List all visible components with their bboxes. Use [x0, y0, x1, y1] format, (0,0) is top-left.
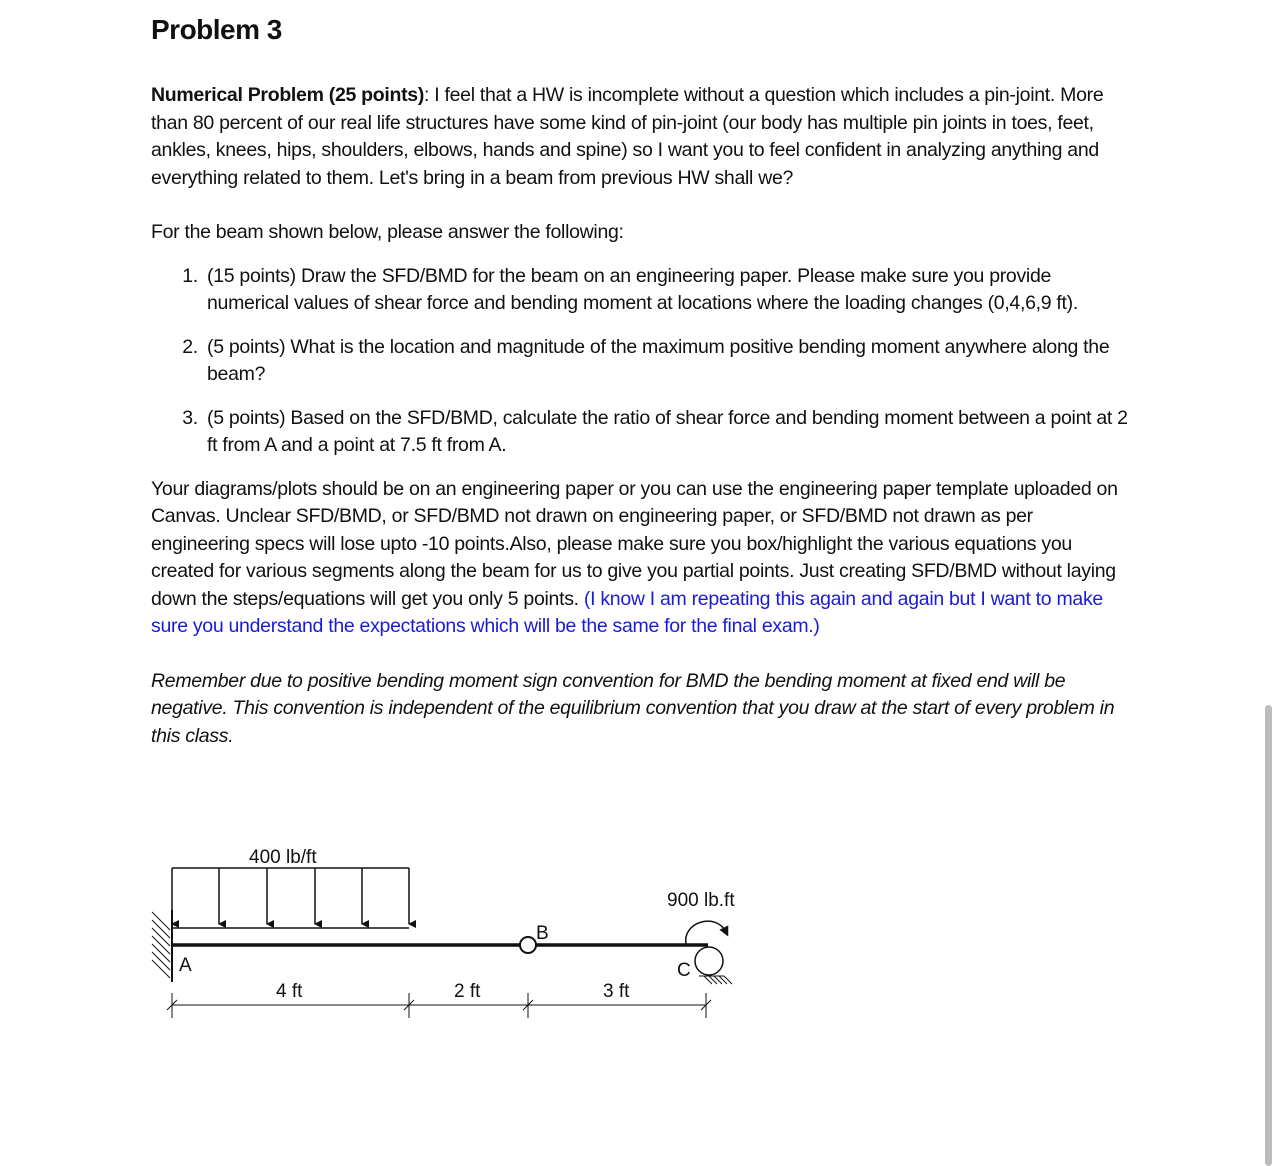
point-b-label: B [536, 923, 549, 944]
roller-support-c [695, 947, 723, 975]
fixed-support-hatch [152, 910, 172, 982]
sign-convention-note: Remember due to positive bending moment sign convention for BMD the bending moment at fixed end will be negative. This convention is independent of the equilibrium convention that you draw at the start of every problem in this class. [151, 669, 1115, 747]
moment-arrow-icon [686, 921, 726, 944]
intro-text: : I feel that a HW is incomplete without a question which includes a pin-joint. More than 80 percent of our real life structures have some kind of pin-joint (our body has multiple pin joints in toes, feet, ankles, knees, hips, shoulders, elbows, hands and spine) so I want you to feel confident in analyzing anything and everything related to them. Let's bring in a beam from previous HW shall we? [151, 84, 1104, 189]
intro-label: Numerical Problem (25 points) [151, 84, 425, 106]
dimension-4ft: 4 ft [276, 981, 303, 1002]
page-title: Problem 3 [151, 14, 282, 45]
expectations-text: Your diagrams/plots should be on an engineering paper or you can use the engineering paper template uploaded on Canvas. Unclear SFD/BMD, or SFD/BMD not drawn on engineering paper, or SFD/BMD not drawn as per engineering specs will lose upto -10 points.Also, please make sure you box/highlight the various equations you created for various segments along the beam for us to give you partial points. Just creating SFD/BMD without laying down the steps/equations will get you only 5 points. [151, 477, 1118, 610]
point-a-label: A [179, 955, 192, 976]
question-2: 2. (5 points) What is the location and magnitude of the maximum positive bending moment anywhere along the beam? [203, 334, 1136, 389]
distributed-load [172, 868, 409, 928]
distributed-load-label: 400 lb/ft [249, 847, 317, 868]
question-3: 3. (5 points) Based on the SFD/BMD, calculate the ratio of shear force and bending moment between a point at 2 ft from A and a point at 7.5 ft from A. [203, 405, 1136, 460]
question-1: 1. (15 points) Draw the SFD/BMD for the beam on an engineering paper. Please make sure you provide numerical values of shear force and bending moment at locations where the loading changes (0,4,6,9 ft). [203, 263, 1136, 318]
expectations-blue-text: (I know I am repeating this again and again but I want to make sure you understand the expectations which will be the same for the final exam.) [151, 587, 1103, 637]
vertical-scrollbar[interactable] [1265, 705, 1272, 1166]
lead-text: For the beam shown below, please answer the following: [151, 221, 624, 243]
dimension-2ft: 2 ft [454, 981, 481, 1002]
pin-joint-b [520, 937, 536, 953]
roller-ground-hatch [699, 976, 732, 984]
moment-label: 900 lb.ft [667, 890, 735, 911]
point-c-label: C [677, 960, 691, 981]
dimension-3ft: 3 ft [603, 981, 630, 1002]
